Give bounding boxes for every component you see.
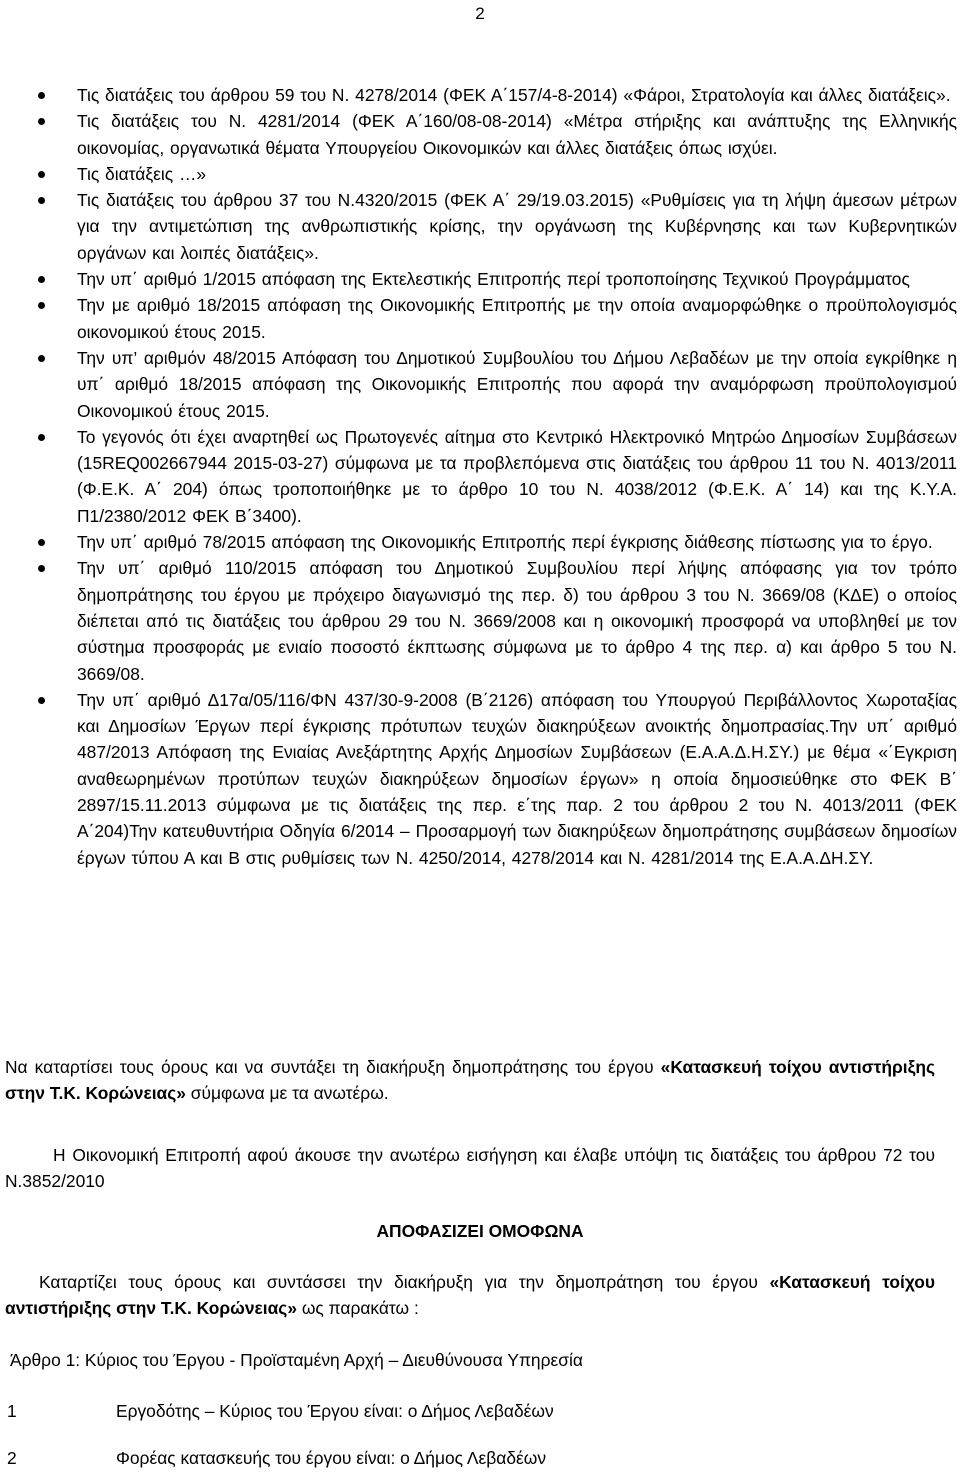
- row-number: 2: [7, 1448, 17, 1468]
- list-item: Την υπ΄ αριθμό Δ17α/05/116/ΦΝ 437/30-9-2008 (Β΄2126) απόφαση του Υπουργού Περιβάλλοντος Χωροταξίας και Δημοσίων Έργων περί έγκρισης πρότυπων τευχών διακηρύξεων ανοικτής δημοπρασίας.Την υπ΄ αριθμό 487/2013 Απόφαση της Ενιαίας Ανεξάρτητης Αρχής Δημοσίων Συμβάσεων (Ε.Α.Α.Δ.Η.ΣΥ.) με θέμα «΄Εγκριση αναθεωρημένων προτύπων τευχών διακηρύξεων δημοσίων έργων» η οποία δημοσιεύθηκε στο ΦΕΚ Β΄ 2897/15.11.2013 σύμφωνα με τις διατάξεις της περ. ε΄της παρ. 2 του άρθρου 2 του Ν. 4013/2011 (ΦΕΚ Α΄204)Την κατευθυντήρια Οδηγία 6/2014 – Προσαρμογή των διακηρύξεων δημοπράτησης συμβάσεων δημοσίων έργων τύπου Α και Β στις ρυθμίσεις των Ν. 4250/2014, 4278/2014 και Ν. 4281/2014 της Ε.Α.Α.ΔΗ.ΣΥ.: [0, 687, 960, 871]
- list-item: Το γεγονός ότι έχει αναρτηθεί ως Πρωτογενές αίτημα στο Κεντρικό Ηλεκτρονικό Μητρώο Δημοσίων Συμβάσεων (15REQ002667944 2015-03-27) σύμφωνα με τα προβλεπόμενα στις διατάξεις του άρθρου 11 του Ν. 4013/2011 (Φ.Ε.Κ. Α΄ 204) όπως τροποποιήθηκε με το άρθρο 10 του Ν. 4038/2012 (Φ.Ε.Κ. Α΄ 14) και της Κ.Υ.Α. Π1/2380/2012 ΦΕΚ Β΄3400).: [0, 424, 960, 529]
- row-text: Φορέας κατασκευής του έργου είναι: ο Δήμος Λεβαδέων: [116, 1448, 547, 1468]
- legal-basis-list: [0, 82, 960, 871]
- list-item: Την υπ΄ αριθμό 110/2015 απόφαση του Δημοτικού Συμβουλίου περί λήψης απόφασης για τον τρόπο δημοπράτησης του έργου με πρόχειρο διαγωνισμό της περ. δ) του άρθρου 3 του Ν. 3669/08 (ΚΔΕ) ο οποίος διέπεται από τις διατάξεις του άρθρου 29 του Ν. 3669/2008 και η οικονομική προσφορά να υποβληθεί με τον σύστημα προσφοράς με ενιαίο ποσοστό έκπτωσης σύμφωνα με το άρθρο 4 της περ. α) και άρθρο 5 του Ν. 3669/08.: [0, 555, 960, 686]
- list-item: Τις διατάξεις του Ν. 4281/2014 (ΦΕΚ Α΄160/08-08-2014) «Μέτρα στήριξης και ανάπτυξης της Ελληνικής οικονομίας, οργανωτικά θέματα Υπουργείου Οικονομικών και άλλες διατάξεις όπως ισχύει.: [0, 108, 960, 161]
- project-title: «Κατασκευή τοίχου αντιστήριξης στην Τ.Κ. Κορώνειας»: [5, 1272, 936, 1318]
- list-item: Την υπ΄ αριθμό 78/2015 απόφαση της Οικονομικής Επιτροπής περί έγκρισης διάθεσης πίστωσης για το έργο.: [0, 529, 960, 555]
- instruction-paragraph: [5, 1054, 935, 1106]
- list-item: Τις διατάξεις του άρθρου 37 του Ν.4320/2015 (ΦΕΚ Α΄ 29/19.03.2015) «Ρυθμίσεις για τη λήψη άμεσων μέτρων για την αντιμετώπιση της ανθρωπιστικής κρίσης, την οργάνωση της Κυβέρνησης και των Κυβερνητικών οργάνων και λοιπές διατάξεις».: [0, 187, 960, 266]
- decision-text: Καταρτίζει τους όρους και συντάσσει την διακήρυξη για την δημοπράτηση του έργου: [39, 1272, 770, 1292]
- row-number: 1: [7, 1401, 17, 1421]
- decision-suffix: ως παρακάτω :: [297, 1298, 419, 1318]
- list-item: Την με αριθμό 18/2015 απόφαση της Οικονομικής Επιτροπής με την οποία αναμορφώθηκε ο προϋπολογισμός οικονομικού έτους 2015.: [0, 292, 960, 345]
- decision-paragraph: [5, 1269, 935, 1321]
- committee-paragraph: Η Οικονομική Επιτροπή αφού άκουσε την ανωτέρω εισήγηση και έλαβε υπόψη τις διατάξεις του άρθρου 72 του Ν.3852/2010: [5, 1145, 935, 1191]
- instruction-suffix: σύμφωνα με τα ανωτέρω.: [185, 1083, 389, 1103]
- list-item: Την υπ’ αριθμόν 48/2015 Απόφαση του Δημοτικού Συμβουλίου του Δήμου Λεβαδέων με την οποία εγκρίθηκε η υπ΄ αριθμό 18/2015 απόφαση της Οικονομικής Επιτροπής που αφορά την αναμόρφωση προϋπολογισμού Οικονομικού έτους 2015.: [0, 345, 960, 424]
- list-item: Τις διατάξεις …»: [0, 161, 960, 187]
- list-item: Τις διατάξεις του άρθρου 59 του Ν. 4278/2014 (ΦΕΚ Α΄157/4-8-2014) «Φάροι, Στρατολογία και άλλες διατάξεις».: [0, 82, 960, 108]
- article-1-heading: Άρθρο 1: Κύριος του Έργου - Προϊσταμένη Αρχή – Διευθύνουσα Υπηρεσία: [10, 1350, 583, 1370]
- page-number: 2: [475, 4, 485, 23]
- decision-heading: ΑΠΟΦΑΣΙΖΕΙ ΟΜΟΦΩΝΑ: [376, 1221, 584, 1241]
- list-item: Την υπ΄ αριθμό 1/2015 απόφαση της Εκτελεστικής Επιτροπής περί τροποποίησης Τεχνικού Προγράμματος: [0, 266, 960, 292]
- row-text: Εργοδότης – Κύριος του Έργου είναι: ο Δήμος Λεβαδέων: [116, 1401, 554, 1421]
- instruction-text: Να καταρτίσει τους όρους και να συντάξει τη διακήρυξη δημοπράτησης του έργου: [5, 1057, 661, 1077]
- project-title: «Κατασκευή τοίχου αντιστήριξης στην Τ.Κ. Κορώνειας»: [5, 1057, 935, 1103]
